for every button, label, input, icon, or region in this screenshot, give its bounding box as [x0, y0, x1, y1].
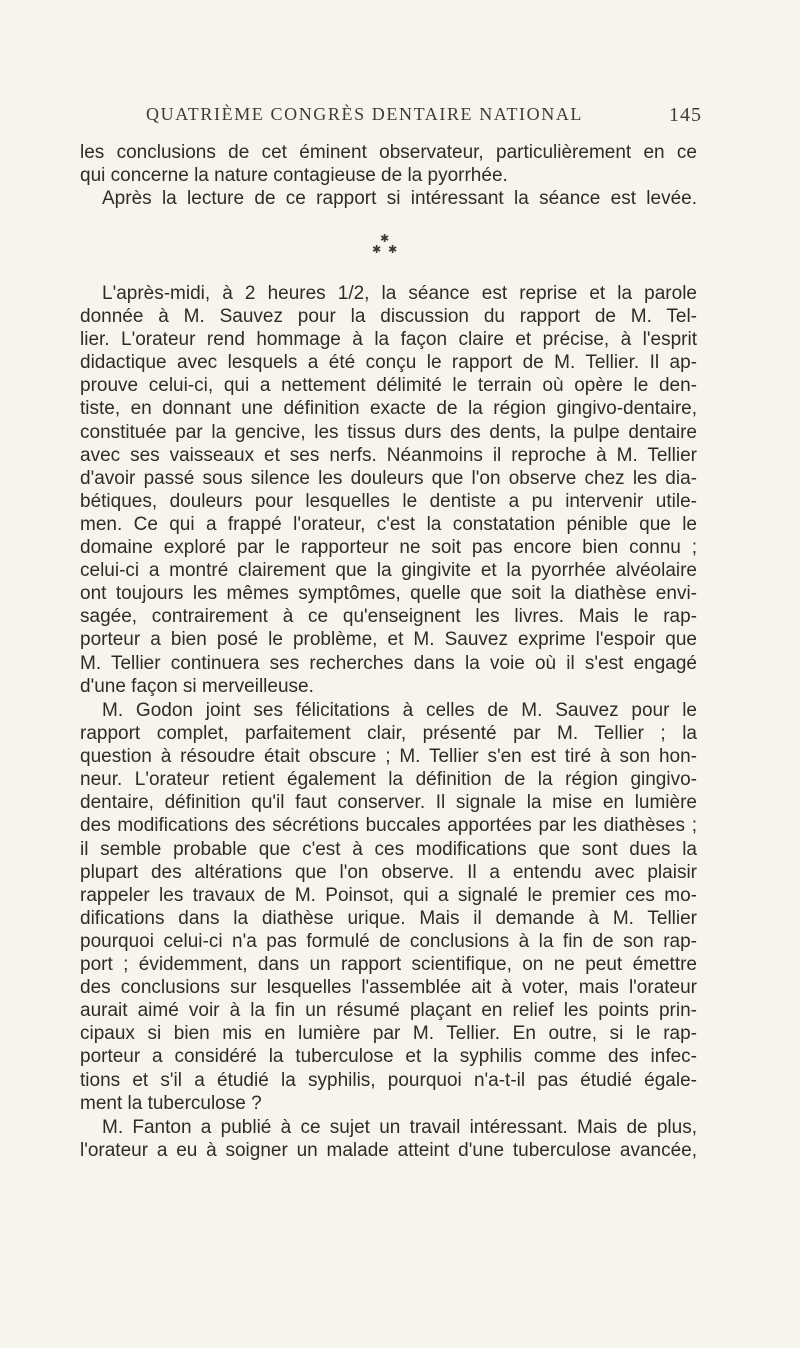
running-title: QUATRIÈME CONGRÈS DENTAIRE NATIONAL: [146, 104, 584, 124]
text-line: aurait aimé voir à la fin un résumé plaçant en relief les points prin-: [80, 1000, 697, 1022]
asterisk-icon: ✱: [380, 232, 390, 245]
text-line: Après la lecture de ce rapport si intéressant la séance est levée.: [102, 188, 697, 210]
text-line: les conclusions de cet éminent observateur, particulièrement en ce: [80, 142, 697, 163]
text-line: tions et s'il a étudié la syphilis, pourquoi n'a-t-il pas étudié égale-: [80, 1069, 697, 1091]
text-line: plupart des altérations que l'on observe. Il a entendu avec plaisir: [80, 861, 697, 883]
running-header: [146, 104, 702, 130]
text-line: difications dans la diathèse urique. Mais il demande à M. Tellier: [80, 907, 697, 929]
text-line: M. Tellier continuera ses recherches dans la voie où il s'est engagé: [80, 652, 697, 674]
paragraph-2: [80, 282, 697, 698]
text-line: port ; évidemment, dans un rapport scientifique, on ne peut émettre: [80, 954, 697, 976]
text-line: didactique avec lesquels a été conçu le rapport de M. Tellier. Il ap-: [80, 352, 697, 374]
asterisk-icon: ✱: [388, 243, 398, 256]
text-line: des conclusions sur lesquelles l'assemblée ait à voter, mais l'orateur: [80, 977, 697, 999]
text-line: M. Fanton a publié à ce sujet un travail intéressant. Mais de plus,: [102, 1117, 697, 1138]
paragraph-1: [80, 141, 697, 210]
text-line: l'orateur a eu à soigner un malade atteint d'une tuberculose avancée,: [80, 1140, 697, 1162]
text-line: men. Ce qui a frappé l'orateur, c'est la constatation pénible que le: [80, 513, 697, 535]
text-line: cipaux si bien mis en lumière par M. Tellier. En outre, si le rap-: [80, 1023, 697, 1045]
page-number: 145: [669, 104, 702, 126]
text-line: tiste, en donnant une définition exacte de la région gingivo-dentaire,: [80, 398, 697, 420]
text-line: question à résoudre était obscure ; M. Tellier s'en est tiré à son hon-: [80, 746, 697, 768]
text-line: pourquoi celui-ci n'a pas formulé de conclusions à la fin de son rap-: [80, 930, 697, 952]
text-line: porteur a considéré la tuberculose et la syphilis comme des infec-: [80, 1046, 697, 1068]
text-line: L'après-midi, à 2 heures 1/2, la séance est reprise et la parole: [102, 283, 697, 304]
text-line: il semble probable que c'est à ces modifications que sont dues la: [80, 838, 697, 860]
text-line: rappeler les travaux de M. Poinsot, qui a signalé le premier ces mo-: [80, 884, 697, 906]
text-line: prouve celui-ci, qui a nettement délimité le terrain où opère le den-: [80, 375, 697, 397]
paragraph-3: [80, 699, 697, 1115]
text-line: bétiques, douleurs pour lesquelles le dentiste a pu intervenir utile-: [80, 490, 697, 512]
text-line: qui concerne la nature contagieuse de la pyorrhée.: [80, 165, 508, 187]
text-line: des modifications des sécrétions buccales apportées par les diathèses ;: [80, 815, 697, 837]
text-line: rapport complet, parfaitement clair, présenté par M. Tellier ; la: [80, 723, 697, 745]
paragraph-4: [80, 1116, 697, 1162]
text-line: ont toujours les mêmes symptômes, quelle que soit la diathèse envi-: [80, 583, 697, 605]
text-line: celui-ci a montré clairement que la gingivite et la pyorrhée alvéolaire: [80, 560, 697, 582]
text-line: dentaire, définition qu'il faut conserver. Il signale la mise en lumière: [80, 792, 697, 814]
text-line: lier. L'orateur rend hommage à la façon claire et précise, à l'esprit: [80, 329, 697, 351]
text-line: porteur a bien posé le problème, et M. Sauvez exprime l'espoir que: [80, 629, 697, 651]
text-line: d'une façon si merveilleuse.: [80, 675, 314, 697]
asterisk-icon: ✱: [372, 243, 382, 256]
text-line: ment la tuberculose ?: [80, 1092, 262, 1114]
section-separator: [360, 232, 410, 258]
text-line: domaine exploré par le rapporteur ne soit pas encore bien connu ;: [80, 537, 697, 559]
text-line: neur. L'orateur retient également la définition de la région gingivo-: [80, 769, 697, 791]
text-line: d'avoir passé sous silence les douleurs que l'on observe chez les dia-: [80, 467, 697, 489]
text-line: avec ses vaisseaux et ses nerfs. Néanmoins il reproche à M. Tellier: [80, 444, 697, 466]
text-line: sagée, contrairement à ce qu'enseignent les livres. Mais le rap-: [80, 606, 697, 628]
text-line: donnée à M. Sauvez pour la discussion du rapport de M. Tel-: [80, 306, 697, 328]
text-line: constituée par la gencive, les tissus durs des dents, la pulpe dentaire: [80, 421, 697, 443]
text-line: M. Godon joint ses félicitations à celles de M. Sauvez pour le: [102, 700, 697, 721]
